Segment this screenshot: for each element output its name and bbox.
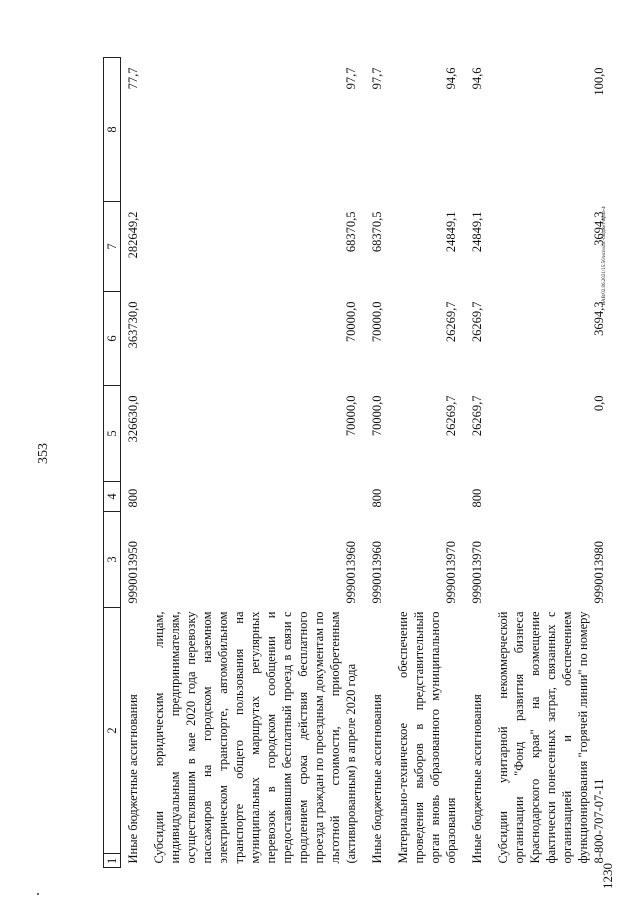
table-row bbox=[391, 58, 465, 868]
cell-c7: 68370,5 bbox=[370, 211, 384, 253]
header-cell-2: 2 bbox=[104, 608, 121, 854]
table-row bbox=[365, 58, 391, 868]
table-row bbox=[465, 58, 491, 868]
table-row bbox=[121, 58, 148, 868]
cell-vr: 800 bbox=[126, 488, 140, 508]
header-cell-7: 7 bbox=[104, 202, 121, 292]
cell-c7: 24849,1 bbox=[470, 211, 484, 253]
cell-code: 9990013980 bbox=[592, 541, 606, 604]
cell-vr: 800 bbox=[370, 488, 384, 508]
cell-c6: 70000,0 bbox=[344, 301, 358, 343]
budget-table bbox=[103, 57, 613, 868]
cell-vr: 800 bbox=[470, 488, 484, 508]
cell-code: 9990013970 bbox=[444, 541, 458, 604]
header-row bbox=[104, 58, 121, 868]
margin-dot bbox=[37, 893, 39, 895]
cell-c7: 68370,5 bbox=[344, 211, 358, 253]
cell-name: Иные бюджетные ассигнования bbox=[126, 694, 140, 864]
cell-c5: 0,0 bbox=[592, 395, 606, 412]
side-footer-text: ВАВ/02.06.2021/15:50/исполн.-бюджет-прил-4 bbox=[602, 206, 607, 305]
cell-vr bbox=[147, 482, 365, 512]
cell-c5: 326630,0 bbox=[126, 395, 140, 443]
cell-c6: 363730,0 bbox=[126, 301, 140, 349]
cell-c8: 94,6 bbox=[470, 67, 484, 90]
cell-c8: 100,0 bbox=[592, 67, 606, 96]
header-cell-5: 5 bbox=[104, 386, 121, 482]
cell-name: Иные бюджетные ассигнования bbox=[470, 694, 484, 864]
cell-vr bbox=[391, 482, 465, 512]
cell-c6: 3694,3 bbox=[592, 301, 606, 336]
cell-c6: 26269,7 bbox=[470, 301, 484, 343]
document-number: 1230 bbox=[600, 863, 615, 889]
cell-c6: 26269,7 bbox=[444, 301, 458, 343]
cell-name: Материально-техническое обеспечение проведения выборов в представительный орган вновь образованного муниципального образования bbox=[396, 611, 458, 864]
cell-code: 9990013960 bbox=[344, 541, 358, 604]
header-cell-3: 3 bbox=[104, 512, 121, 608]
cell-code: 9990013970 bbox=[470, 541, 484, 604]
cell-c5: 26269,7 bbox=[444, 395, 458, 437]
cell-code: 9990013950 bbox=[126, 541, 140, 604]
cell-name: Субсидии унитарной некоммерческой организации "Фонд развития бизнеса Краснодарского края" на возмещение фактически понесенных затрат, связанных с организацией и обеспечением функционирования "горячей линии" по номеру 8-800-707-07-11 bbox=[496, 611, 606, 864]
cell-c8: 97,7 bbox=[344, 67, 358, 90]
cell-name: Субсидии юридическим лицам, индивидуальным предпринимателям, осуществлявшим в мае 2020 года перевозку пассажиров на городском наземном электрическом транспорте, автомобильном транспорте общего пользования на муниципальных маршрутах регулярных перевозок в городском сообщении и предоставившим бесплатный проезд в связи с продлением срока действия бесплатного проезда граждан по проездным документам по льготной стоимости, приобретенным (активированным) в апреле 2020 года bbox=[152, 611, 358, 864]
cell-c7: 3694,3 bbox=[592, 211, 606, 246]
table-row bbox=[491, 58, 613, 868]
cell-c7: 282649,2 bbox=[126, 211, 140, 259]
header-cell-6: 6 bbox=[104, 292, 121, 386]
cell-vr bbox=[491, 482, 613, 512]
cell-c7: 24849,1 bbox=[444, 211, 458, 253]
cell-c8: 94,6 bbox=[444, 67, 458, 90]
cell-c8: 97,7 bbox=[370, 67, 384, 90]
header-cell-8: 8 bbox=[104, 58, 121, 202]
cell-c5: 70000,0 bbox=[344, 395, 358, 437]
header-cell-4: 4 bbox=[104, 482, 121, 512]
cell-c5: 70000,0 bbox=[370, 395, 384, 437]
cell-c8: 77,7 bbox=[126, 67, 140, 90]
cell-c5: 26269,7 bbox=[470, 395, 484, 437]
cell-c6: 70000,0 bbox=[370, 301, 384, 343]
table-row bbox=[147, 58, 365, 868]
cell-code: 9990013960 bbox=[370, 541, 384, 604]
header-cell-1: 1 bbox=[104, 854, 121, 868]
cell-name: Иные бюджетные ассигнования bbox=[370, 694, 384, 864]
page-number: 353 bbox=[36, 443, 51, 464]
